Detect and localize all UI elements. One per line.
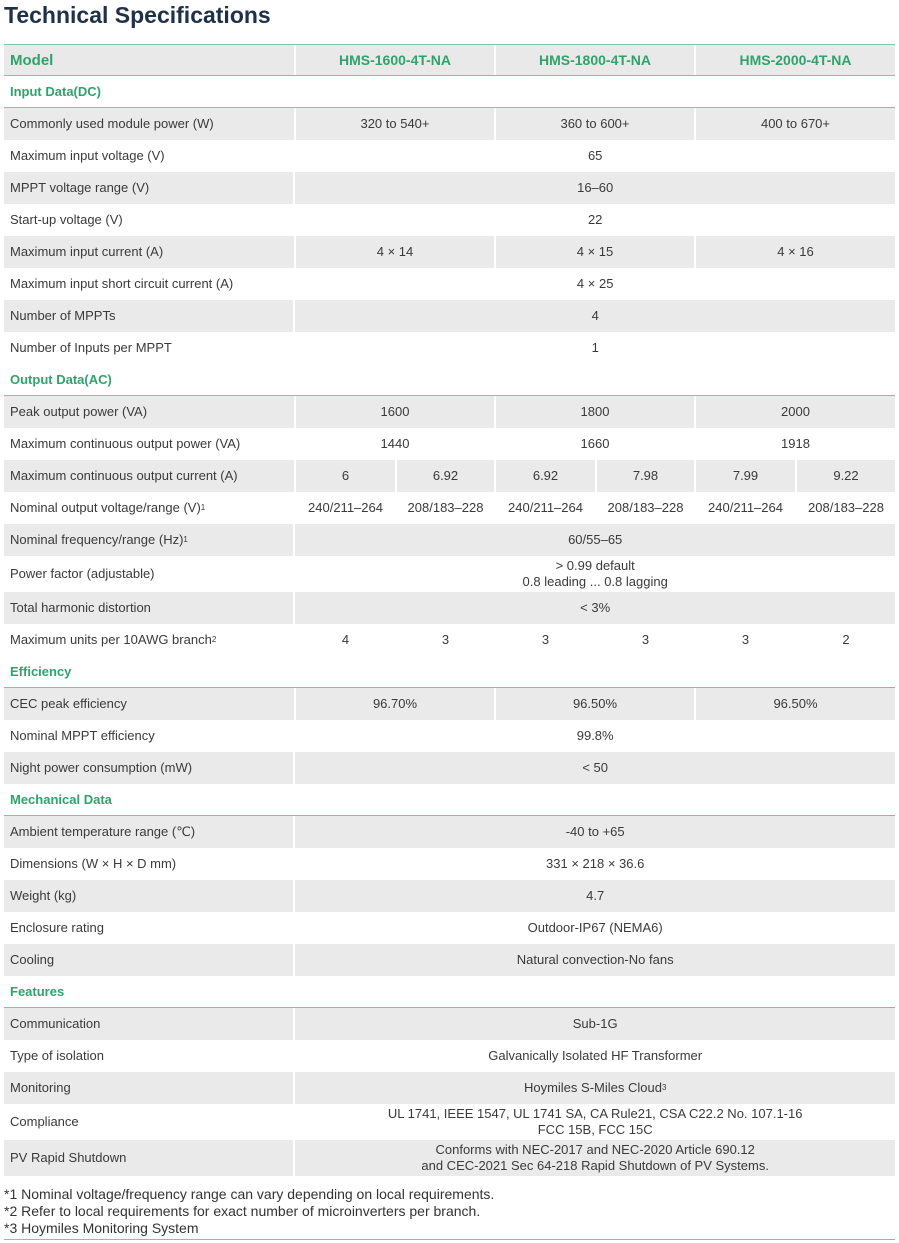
row-value-text: 1918 — [781, 436, 810, 451]
row-label-text: Nominal output voltage/range (V) — [10, 500, 201, 515]
row-value — [295, 912, 895, 944]
row-value-text: 6.92 — [432, 468, 459, 483]
row-value — [597, 492, 694, 524]
row-value-text: 1440 — [380, 436, 410, 451]
row-value — [496, 688, 694, 720]
row-label — [4, 428, 294, 460]
row-value-text: 240/211–264 — [708, 500, 783, 515]
row-value-text: Outdoor-IP67 (NEMA6) — [527, 920, 663, 935]
row-value-line: Conforms with NEC-2017 and NEC-2020 Article 690.12 — [435, 1142, 755, 1157]
row-value-text: 9.22 — [833, 468, 859, 483]
row-label — [4, 268, 293, 300]
row-label-text: Maximum units per 10AWG branch — [10, 632, 212, 647]
row-value-text: Sub-1G — [572, 1016, 618, 1031]
row-value-text: 4 — [341, 632, 350, 647]
row-value-text: 4 × 15 — [576, 244, 614, 259]
row-value — [496, 460, 595, 492]
row-value — [295, 880, 895, 912]
table-row — [4, 492, 895, 524]
row-value — [296, 492, 395, 524]
row-label — [4, 944, 293, 976]
row-label — [4, 688, 294, 720]
table-row — [4, 752, 895, 784]
row-value-text: 3 — [741, 632, 750, 647]
row-label-text: Monitoring — [10, 1080, 71, 1095]
table-header — [4, 44, 895, 76]
row-label — [4, 492, 294, 524]
row-label-text: Peak output power (VA) — [10, 404, 148, 419]
section-header — [4, 656, 895, 688]
row-value — [696, 396, 895, 428]
section-title: Output Data(AC) — [10, 372, 112, 387]
row-value-text: 3 — [441, 632, 450, 647]
footnote-marker: 3 — [661, 1083, 667, 1092]
section-title: Features — [10, 984, 65, 999]
row-value-text: 1660 — [580, 436, 610, 451]
row-label — [4, 592, 293, 624]
row-value — [696, 688, 895, 720]
section-header — [4, 976, 895, 1008]
table-row — [4, 524, 895, 556]
table-row — [4, 1040, 895, 1072]
row-label-text: Compliance — [10, 1114, 79, 1129]
row-value-line: and CEC-2021 Sec 64-218 Rapid Shutdown of PV Systems. — [421, 1158, 769, 1173]
header-model-label: Model — [4, 45, 294, 75]
page-title: Technical Specifications — [4, 2, 271, 28]
row-value-text: 2 — [842, 632, 850, 647]
row-value — [295, 1104, 895, 1140]
row-value — [296, 396, 494, 428]
row-value — [397, 460, 494, 492]
table-row — [4, 108, 895, 140]
row-label-text: Number of MPPTs — [10, 308, 116, 323]
footnote-2: *2 Refer to local requirements for exact number of microinverters per branch. — [4, 1203, 481, 1219]
row-value-line: > 0.99 default — [555, 558, 635, 573]
row-value — [295, 556, 895, 592]
row-label — [4, 140, 293, 172]
row-value — [296, 108, 494, 140]
row-label — [4, 816, 293, 848]
footnote-3: *3 Hoymiles Monitoring System — [4, 1220, 199, 1236]
header-model-1600: HMS-1600-4T-NA — [296, 45, 494, 75]
row-label-text: Weight (kg) — [10, 888, 77, 903]
row-value — [296, 624, 395, 656]
row-label-text: Dimensions (W × H × D mm) — [10, 856, 177, 871]
row-label — [4, 108, 294, 140]
row-value-text: 16–60 — [577, 180, 614, 195]
row-value-text: 3 — [641, 632, 650, 647]
section-title: Input Data(DC) — [10, 84, 101, 99]
table-row — [4, 880, 895, 912]
table-row — [4, 396, 895, 428]
table-row — [4, 720, 895, 752]
row-label — [4, 1008, 293, 1040]
row-value — [295, 300, 895, 332]
row-value — [597, 624, 694, 656]
row-value-text: 208/183–228 — [808, 500, 884, 515]
row-value — [696, 108, 895, 140]
row-label — [4, 396, 294, 428]
row-value-text: 7.98 — [632, 468, 659, 483]
section-title: Efficiency — [10, 664, 72, 679]
row-value-text: 2000 — [781, 404, 810, 419]
row-label-text: CEC peak efficiency — [10, 696, 127, 711]
table-row — [4, 592, 895, 624]
section-title: Mechanical Data — [10, 792, 112, 807]
row-label-text: Ambient temperature range (℃) — [10, 824, 196, 839]
spec-table — [4, 76, 895, 1176]
footnote-1: *1 Nominal voltage/frequency range can vary depending on local requirements. — [4, 1186, 495, 1202]
row-value — [295, 1040, 895, 1072]
row-value — [696, 236, 895, 268]
row-value — [696, 492, 795, 524]
row-value — [295, 332, 895, 364]
row-label — [4, 524, 293, 556]
row-value-line: FCC 15B, FCC 15C — [537, 1122, 653, 1137]
row-label-text: MPPT voltage range (V) — [10, 180, 150, 195]
table-row — [4, 556, 895, 592]
row-value — [295, 204, 895, 236]
table-row — [4, 848, 895, 880]
row-label — [4, 720, 293, 752]
table-row — [4, 460, 895, 492]
row-value-text: < 3% — [580, 600, 611, 615]
row-value-text: 4 — [591, 308, 599, 323]
row-value — [696, 428, 895, 460]
table-row — [4, 912, 895, 944]
row-label-text: Maximum input current (A) — [10, 244, 164, 259]
row-value-line: 0.8 leading ... 0.8 lagging — [522, 574, 668, 589]
row-value-text: 99.8% — [576, 728, 614, 743]
row-label — [4, 1104, 293, 1140]
row-label — [4, 1040, 293, 1072]
table-row — [4, 140, 895, 172]
row-label — [4, 300, 293, 332]
row-label-text: Maximum input voltage (V) — [10, 148, 165, 163]
row-value-text: Hoymiles S-Miles Cloud — [523, 1080, 662, 1095]
row-value-text: 3 — [541, 632, 550, 647]
row-value-text: 208/183–228 — [407, 500, 484, 515]
row-value — [295, 816, 895, 848]
row-label-text: Enclosure rating — [10, 920, 104, 935]
row-value — [295, 944, 895, 976]
footnote-marker: 1 — [200, 503, 206, 512]
table-row — [4, 624, 895, 656]
row-label — [4, 1072, 293, 1104]
row-label-text: Cooling — [10, 952, 55, 967]
row-label-text: Start-up voltage (V) — [10, 212, 123, 227]
row-value — [797, 492, 895, 524]
header-model-2000: HMS-2000-4T-NA — [696, 45, 895, 75]
table-row — [4, 688, 895, 720]
row-value-text: 7.99 — [732, 468, 759, 483]
table-row — [4, 1072, 895, 1104]
row-value — [295, 752, 895, 784]
row-value — [597, 460, 694, 492]
table-row — [4, 300, 895, 332]
table-row — [4, 1104, 895, 1140]
footnote-marker: 1 — [183, 535, 188, 544]
row-value — [295, 848, 895, 880]
row-value — [295, 1008, 895, 1040]
row-value — [296, 460, 395, 492]
row-label — [4, 1140, 293, 1176]
row-label — [4, 236, 294, 268]
row-label-text: Total harmonic distortion — [10, 600, 151, 615]
row-value — [496, 396, 694, 428]
row-value — [496, 624, 595, 656]
row-value-text: 96.70% — [372, 696, 418, 711]
row-value-text: 60/55–65 — [568, 532, 623, 547]
row-label — [4, 204, 293, 236]
row-label-text: Night power consumption (mW) — [10, 760, 193, 775]
row-value-text: 65 — [587, 148, 603, 163]
row-value — [696, 460, 795, 492]
row-label-text: Nominal frequency/range (Hz) — [10, 532, 184, 547]
row-value-text: 240/211–264 — [508, 500, 583, 515]
row-value-text: 4 × 14 — [376, 244, 414, 259]
row-value — [295, 172, 895, 204]
row-value-text: 240/211–264 — [308, 500, 383, 515]
row-value-text: 6 — [341, 468, 350, 483]
row-value — [797, 460, 895, 492]
row-value — [295, 592, 895, 624]
row-value — [496, 428, 694, 460]
row-label-text: Maximum input short circuit current (A) — [10, 276, 234, 291]
row-value-text: < 50 — [582, 760, 609, 775]
row-value-text: 208/183–228 — [607, 500, 684, 515]
row-value-text: 1800 — [580, 404, 610, 419]
row-label-text: PV Rapid Shutdown — [10, 1150, 127, 1165]
row-label — [4, 752, 293, 784]
row-value-text: 1600 — [380, 404, 410, 419]
row-label-text: Nominal MPPT efficiency — [10, 728, 155, 743]
row-value-text: Galvanically Isolated HF Transformer — [488, 1048, 703, 1063]
row-value-text: 6.92 — [532, 468, 559, 483]
row-label-text: Maximum continuous output power (VA) — [10, 436, 241, 451]
table-row — [4, 944, 895, 976]
row-value-line: UL 1741, IEEE 1547, UL 1741 SA, CA Rule21, CSA C22.2 No. 107.1-16 — [387, 1106, 803, 1121]
row-value-text: -40 to +65 — [565, 824, 625, 839]
row-label-text: Power factor (adjustable) — [10, 566, 155, 581]
row-value — [295, 720, 895, 752]
row-value — [496, 492, 595, 524]
row-value-text: 22 — [587, 212, 603, 227]
row-value — [295, 1072, 895, 1104]
row-label — [4, 556, 293, 592]
footnotes — [4, 1186, 895, 1240]
row-value — [696, 624, 795, 656]
section-header — [4, 364, 895, 396]
row-value — [397, 624, 494, 656]
row-value — [296, 688, 494, 720]
row-label — [4, 880, 293, 912]
footnote-marker: 2 — [211, 635, 217, 644]
table-row — [4, 204, 895, 236]
row-value-text: 331 × 218 × 36.6 — [546, 856, 645, 871]
table-row — [4, 172, 895, 204]
table-row — [4, 816, 895, 848]
row-value-text: 4.7 — [586, 888, 605, 903]
table-row — [4, 1140, 895, 1176]
row-value — [295, 1140, 895, 1176]
header-model-1800: HMS-1800-4T-NA — [496, 45, 694, 75]
row-value-text: 96.50% — [572, 696, 618, 711]
row-value — [496, 236, 694, 268]
row-value-text: 400 to 670+ — [760, 116, 831, 131]
row-value — [295, 140, 895, 172]
row-value-text: Natural convection-No fans — [516, 952, 674, 967]
row-value — [295, 268, 895, 300]
row-label-text: Number of Inputs per MPPT — [10, 340, 172, 355]
table-row — [4, 268, 895, 300]
row-label — [4, 460, 294, 492]
row-label-text: Commonly used module power (W) — [10, 116, 214, 131]
row-label — [4, 332, 293, 364]
row-value-text: 360 to 600+ — [560, 116, 630, 131]
row-value — [296, 428, 494, 460]
table-row — [4, 428, 895, 460]
table-row — [4, 332, 895, 364]
table-row — [4, 236, 895, 268]
table-row — [4, 1008, 895, 1040]
row-label-text: Communication — [10, 1016, 101, 1031]
row-value — [797, 624, 895, 656]
row-value — [295, 524, 895, 556]
row-value-text: 96.50% — [773, 696, 818, 711]
row-label-text: Maximum continuous output current (A) — [10, 468, 238, 483]
row-label — [4, 172, 293, 204]
row-value — [397, 492, 494, 524]
row-value-text: 320 to 540+ — [360, 116, 430, 131]
row-label — [4, 848, 293, 880]
row-label-text: Type of isolation — [10, 1048, 104, 1063]
row-value — [496, 108, 694, 140]
section-header — [4, 784, 895, 816]
section-header — [4, 76, 895, 108]
row-value-text: 4 × 16 — [777, 244, 814, 259]
row-value — [296, 236, 494, 268]
row-value-text: 1 — [591, 340, 599, 355]
row-value-text: 4 × 25 — [576, 276, 614, 291]
row-label — [4, 624, 294, 656]
row-label — [4, 912, 293, 944]
